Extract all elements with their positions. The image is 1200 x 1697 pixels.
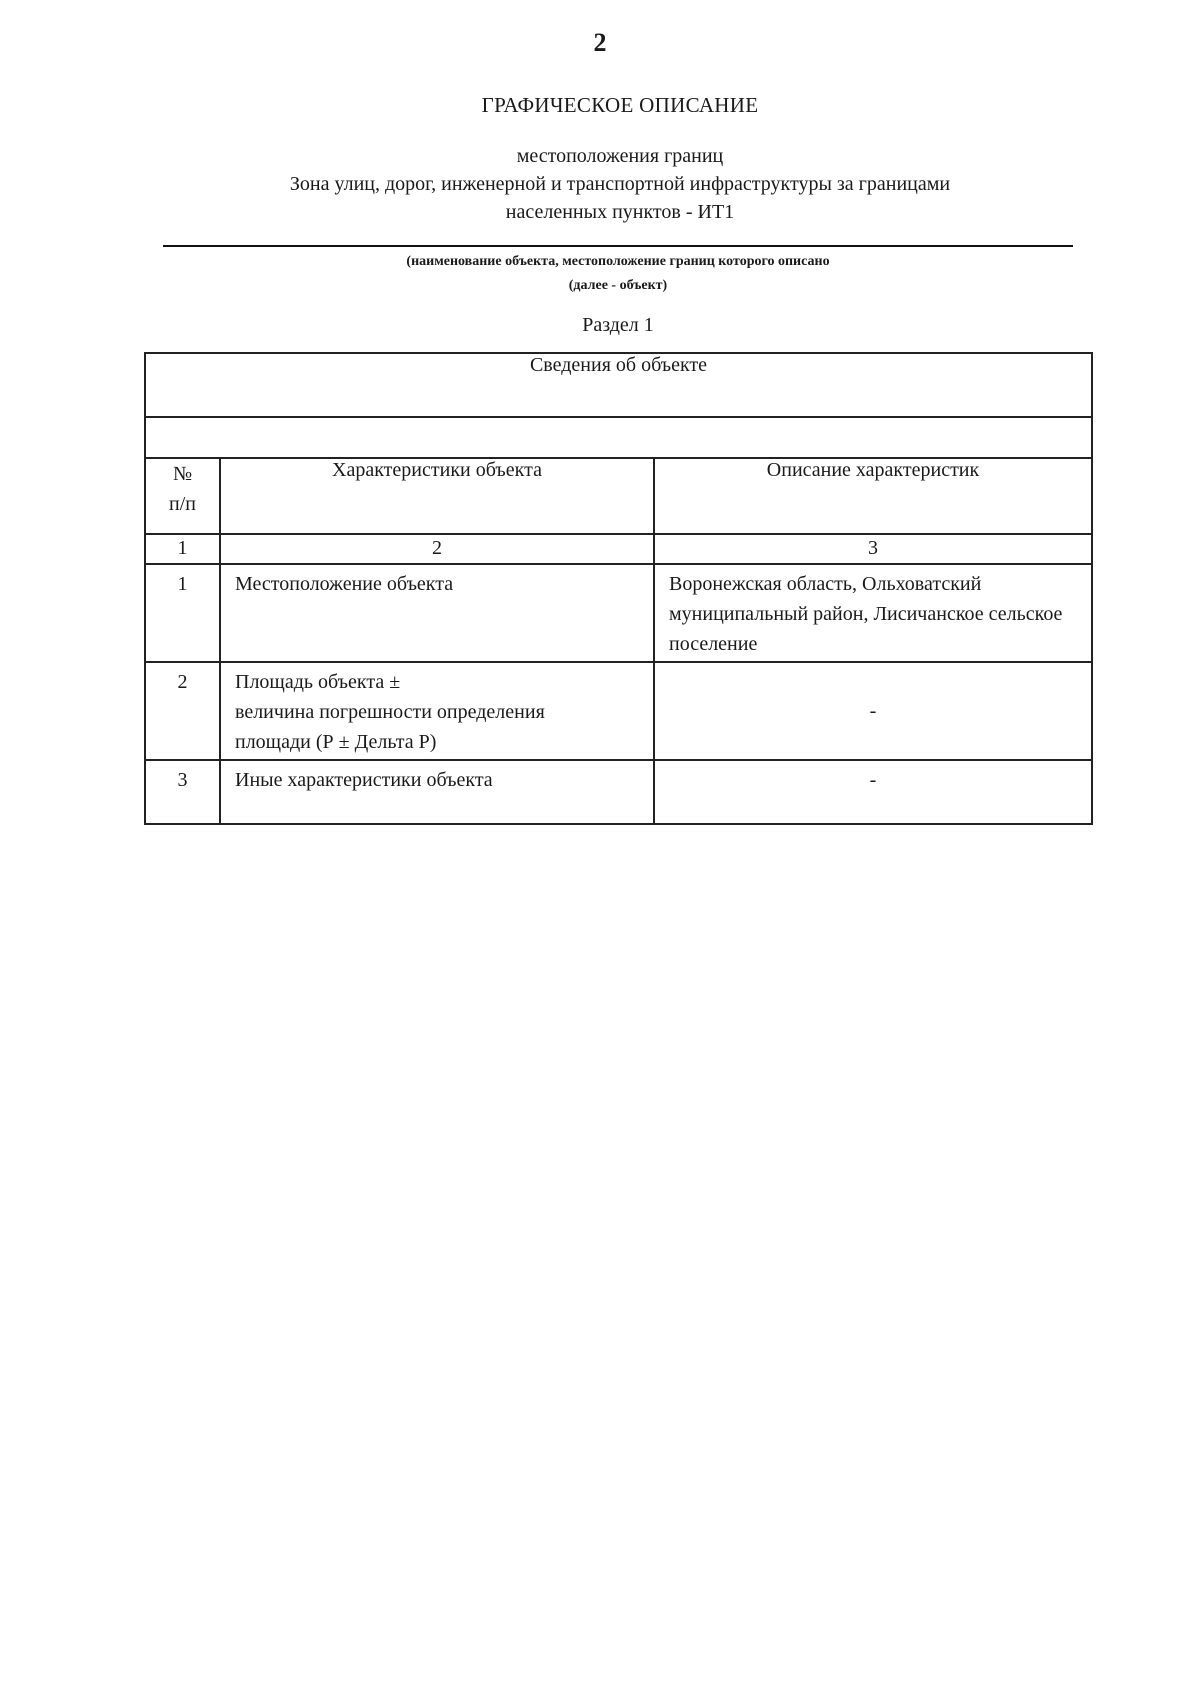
blank-cell — [145, 417, 1092, 458]
table-row — [145, 564, 1092, 662]
row-characteristic-line-3: площади (Р ± Дельта Р) — [235, 731, 437, 753]
caption-line-1: (наименование объекта, местоположение границ которого описано — [406, 254, 830, 269]
caption-line-2: (далее - объект) — [568, 278, 668, 293]
column-number: 2 — [220, 534, 654, 564]
column-header-num — [145, 458, 220, 534]
column-header-characteristics: Характеристики объекта — [220, 458, 654, 534]
column-number: 3 — [654, 534, 1092, 564]
row-characteristic — [220, 662, 654, 760]
object-info-table — [144, 352, 1093, 825]
row-description-text: Воронежская область, Ольховатский муниципальный район, Лисичанское сельское поселение — [669, 573, 1063, 655]
table-blank-row — [145, 417, 1092, 458]
row-number: 3 — [145, 760, 220, 824]
table-header-row — [145, 353, 1092, 417]
row-description — [654, 564, 1092, 662]
object-line-1: местоположения границ — [516, 145, 724, 167]
row-characteristic-line-2: величина погрешности определения — [235, 701, 545, 723]
object-caption — [150, 250, 1086, 298]
column-header-description: Описание характеристик — [654, 458, 1092, 534]
row-description: - — [654, 662, 1092, 760]
table-row — [145, 662, 1092, 760]
page-number: 2 — [593, 28, 607, 57]
row-number: 1 — [145, 564, 220, 662]
object-line-2: Зона улиц, дорог, инженерной и транспортной инфраструктуры за границами — [289, 173, 951, 195]
row-characteristic: Местоположение объекта — [220, 564, 654, 662]
row-characteristic-line-1: Площадь объекта ± — [235, 671, 401, 693]
column-header-num-line-1: № — [172, 463, 193, 485]
object-line-3: населенных пунктов - ИТ1 — [505, 201, 735, 223]
signature-rule — [163, 245, 1073, 247]
column-number-row — [145, 534, 1092, 564]
row-characteristic: Иные характеристики объекта — [220, 760, 654, 824]
document-title: ГРАФИЧЕСКОЕ ОПИСАНИЕ — [481, 93, 759, 117]
section-label: Раздел 1 — [582, 314, 654, 336]
object-name-block — [150, 142, 1090, 226]
row-number: 2 — [145, 662, 220, 760]
column-number: 1 — [145, 534, 220, 564]
table-row — [145, 760, 1092, 824]
column-header-num-line-2: п/п — [169, 493, 196, 515]
table-header: Сведения об объекте — [145, 353, 1092, 417]
column-header-row — [145, 458, 1092, 534]
row-description: - — [654, 760, 1092, 824]
